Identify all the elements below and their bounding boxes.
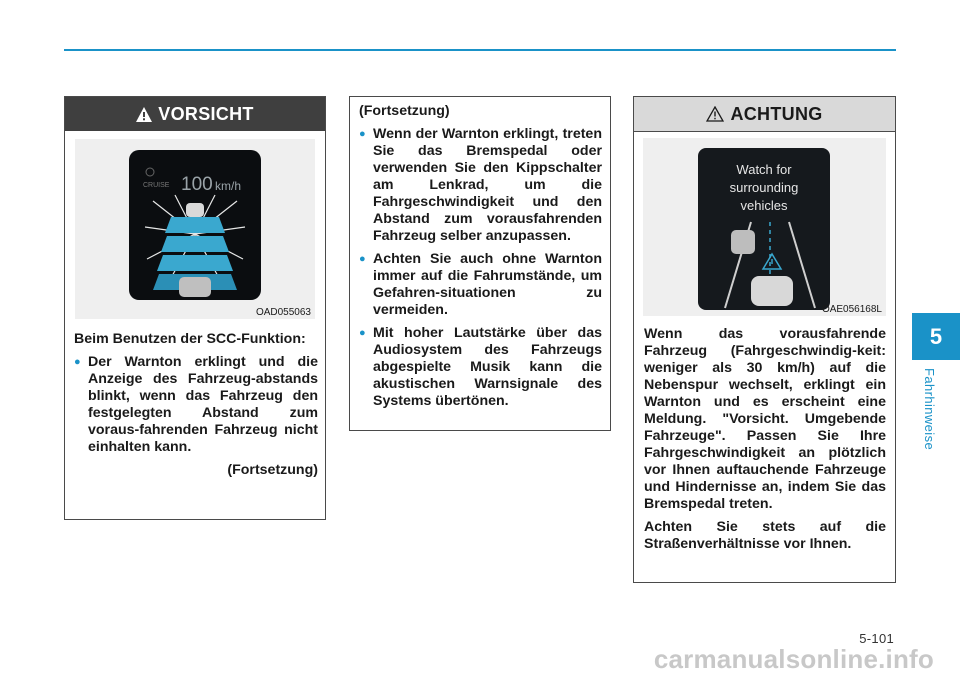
image-code: OAE056168L xyxy=(821,304,882,315)
caution-bullet: ● Der Warnton erklingt und die Anzeige des Fahrzeug-abstands blinkt, wenn das Fahrzeug den festgelegten Abstand zum voraus-fahrenden Fahrzeug nicht einhalten kann. xyxy=(74,354,318,456)
warning-illustration xyxy=(643,138,886,316)
caution-header xyxy=(65,97,325,131)
top-rule xyxy=(64,49,896,51)
attention-paragraph: Achten Sie stets auf die Straßenverhältnisse vor Ihnen. xyxy=(644,519,886,552)
caution-intro: Beim Benutzen der SCC-Funktion: xyxy=(74,331,306,347)
attention-title: ACHTUNG xyxy=(730,103,823,124)
cluster-mode-text: CRUISE xyxy=(143,182,170,189)
display-message-line: vehicles xyxy=(740,198,788,213)
section-number: 5 xyxy=(929,323,943,349)
display-message-line: surrounding xyxy=(729,180,799,195)
attention-box xyxy=(633,96,896,583)
continuation-text xyxy=(350,97,610,410)
caution-continuation-box xyxy=(349,96,611,431)
section-label: Fahrhinweise xyxy=(922,368,937,451)
continued-label: (Fortsetzung) xyxy=(227,462,318,478)
continuation-bullet: ● Achten Sie auch ohne Warnton immer auf die Fahrumstände, um Gefahren-situationen zu vermeiden. xyxy=(359,251,602,319)
surrounding-vehicles-image xyxy=(643,138,886,316)
warning-triangle-outline-icon xyxy=(706,106,724,122)
warning-triangle-icon xyxy=(136,107,152,122)
continued-label: (Fortsetzung) xyxy=(359,103,450,119)
cluster-illustration xyxy=(75,139,315,319)
cluster-unit-text: km/h xyxy=(215,179,242,193)
caution-box xyxy=(64,96,326,520)
page-number: 5-101 xyxy=(859,631,894,646)
section-tab xyxy=(912,313,960,360)
watermark: carmanualsonline.info xyxy=(653,644,934,674)
instrument-cluster-image xyxy=(75,139,315,309)
continuation-bullet: ● Mit hoher Lautstärke über das Audiosystem des Fahrzeugs abgespielte Musik kann die akustischen Warnsignale des Systems übertönen. xyxy=(359,325,602,410)
continuation-bullet: ● Wenn der Warnton erklingt, treten Sie das Bremspedal oder verwenden Sie den Kippschalter am Lenkrad, um die Fahrgeschwindigkeit und den Abstand zum vorausfahrenden Fahrzeug selber anzupassen. xyxy=(359,126,602,245)
attention-paragraph: Wenn das vorausfahrende Fahrzeug (Fahrgeschwindig-keit: weniger als 30 km/h) auf die Nebenspur wechselt, erklingt ein Warnton und es erscheint eine Meldung. "Vorsicht. Umgebende Fahrzeuge". Passen Sie Ihre Fahrgeschwindigkeit an plötzlich vor Ihnen auftauchende Fahrzeuge und Hindernisse an, indem Sie das Bremspedal treten. xyxy=(644,326,886,512)
caution-text xyxy=(65,319,325,479)
attention-text xyxy=(634,316,895,553)
caution-bullets xyxy=(74,354,318,456)
continuation-bullets xyxy=(359,126,602,410)
cluster-speed-text: 100 xyxy=(181,174,213,195)
display-message-line: Watch for xyxy=(736,162,792,177)
section-label-vertical xyxy=(916,368,946,468)
caution-title: VORSICHT xyxy=(158,103,254,124)
image-code: OAD055063 xyxy=(255,307,311,318)
attention-header xyxy=(634,97,895,132)
